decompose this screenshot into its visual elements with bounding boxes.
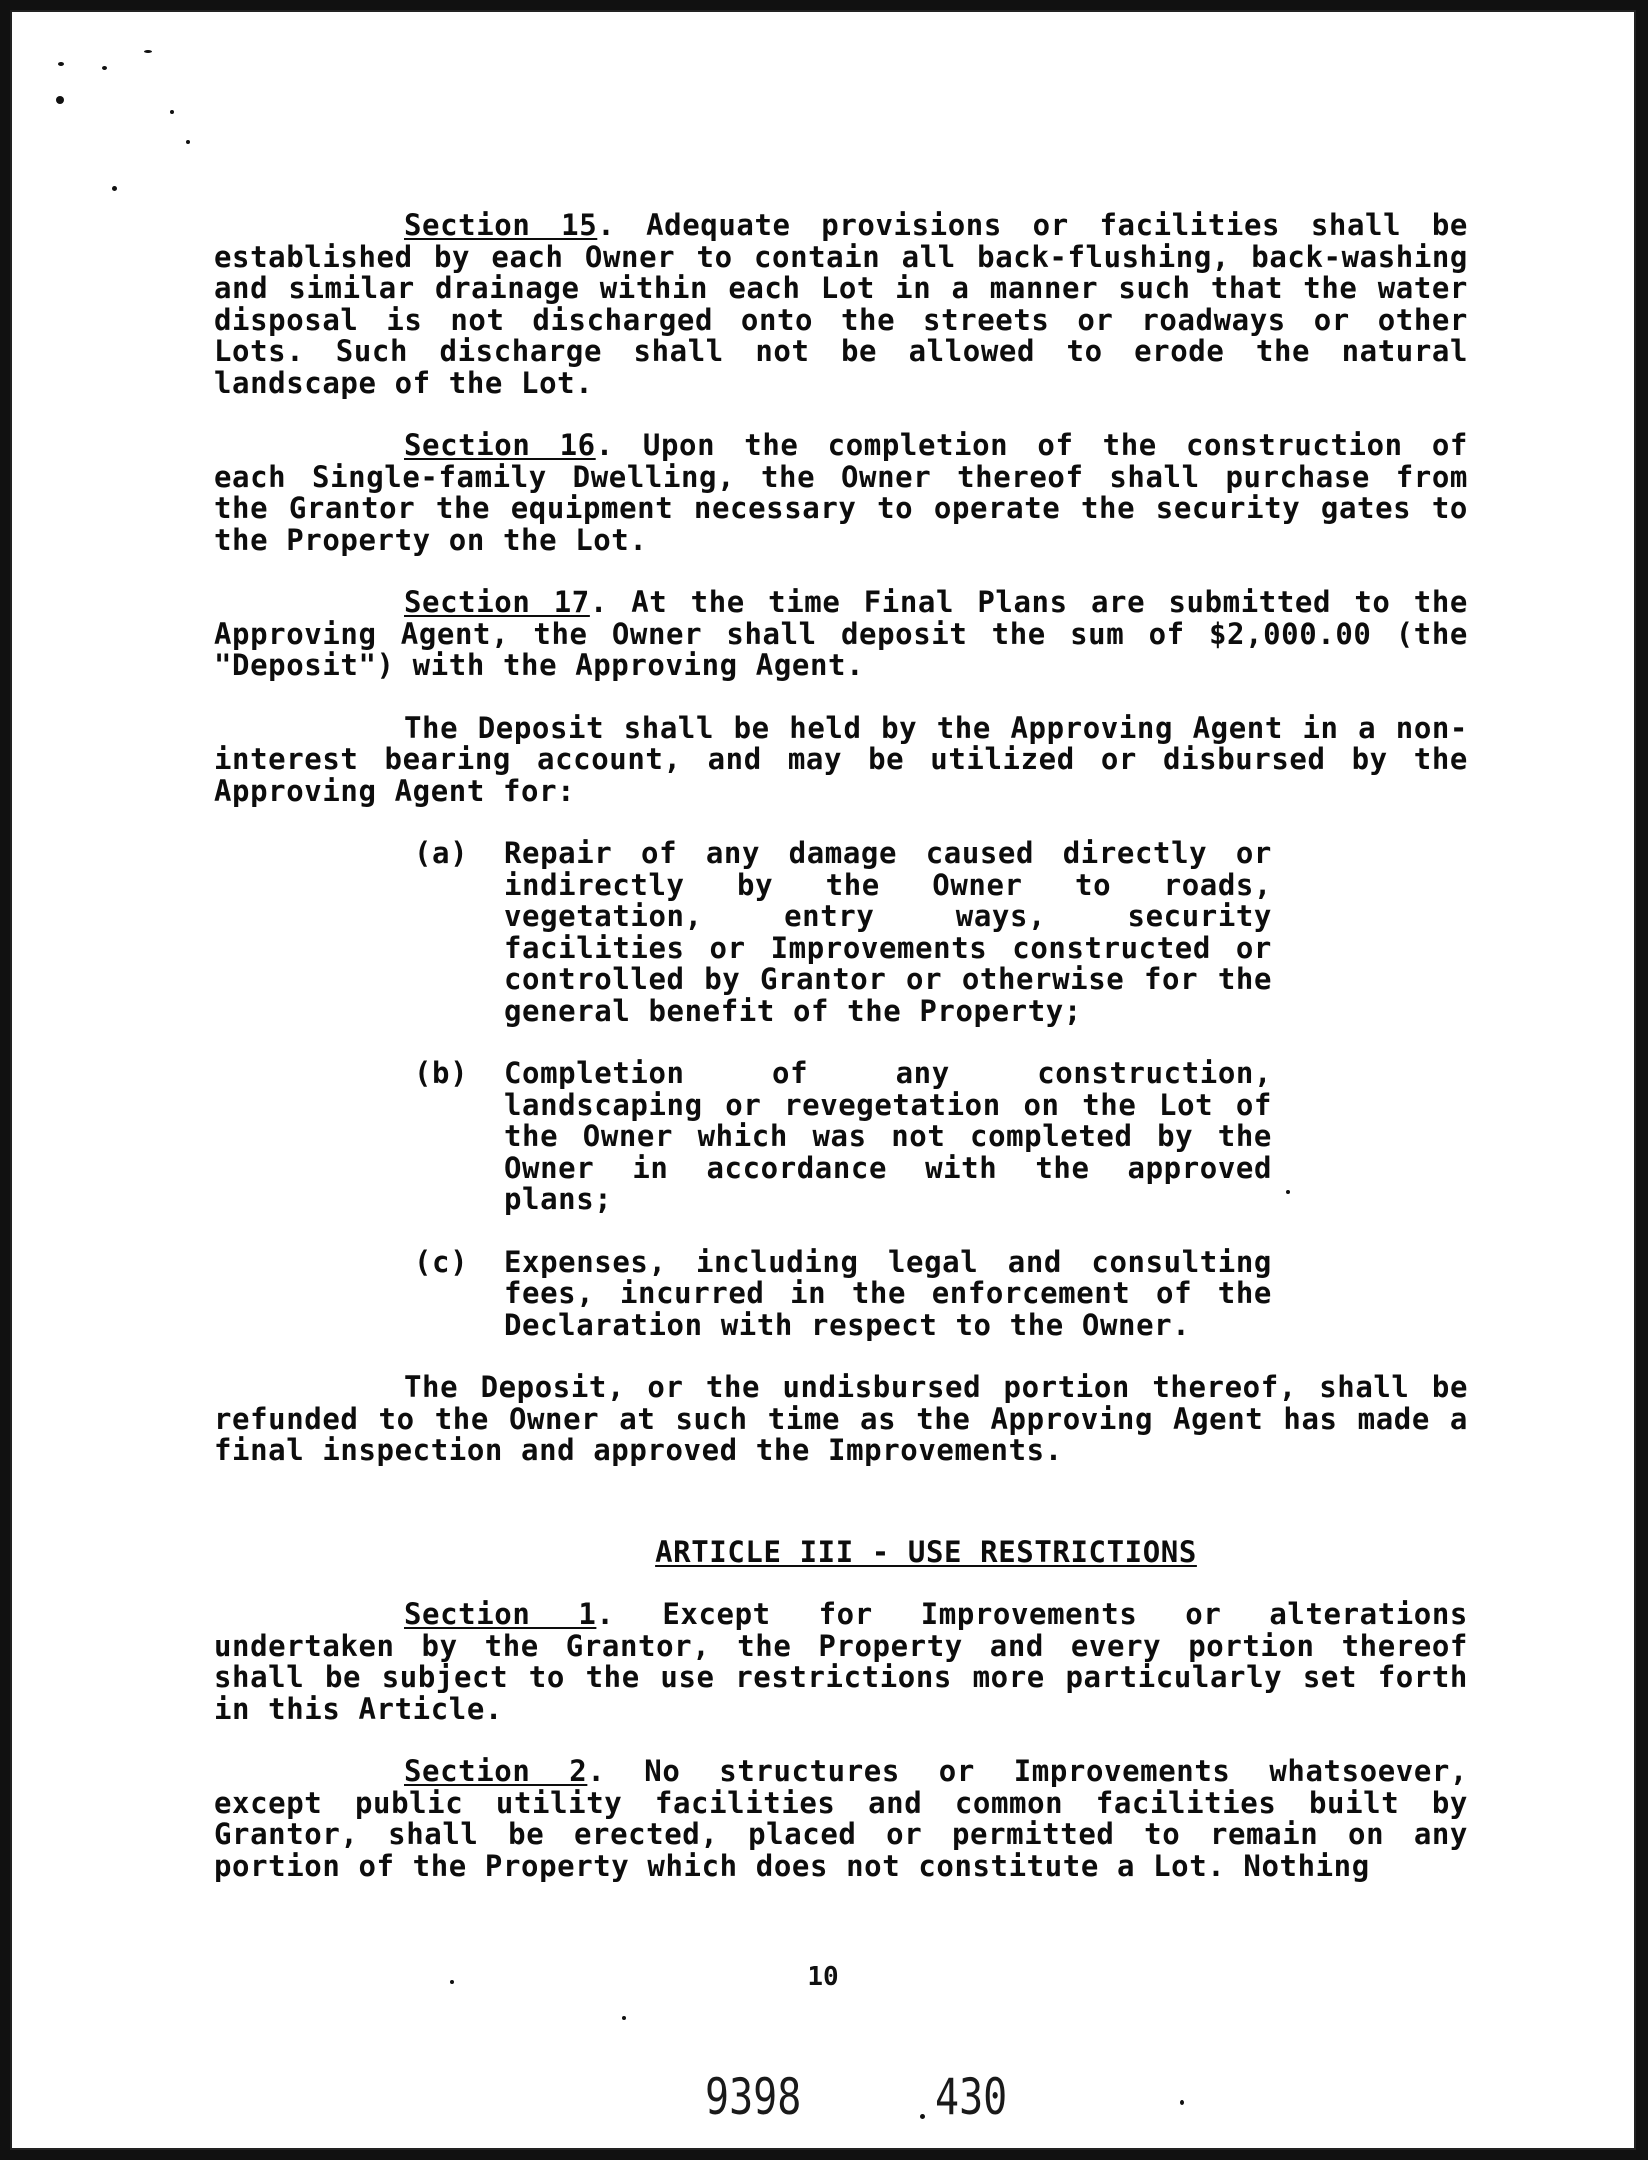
- scan-speck: [102, 66, 107, 70]
- list-item: [214, 1244, 1468, 1342]
- scan-speck: [170, 110, 174, 114]
- article-section-2-text: . No structures or Improvements whatsoever, except public utility facilities and common facilities built by Grantor, shall be erected, placed or permitted to remain on any portion of the Property which does not constitute a Lot. Nothing: [214, 1754, 1468, 1883]
- section-15-text: . Adequate provisions or facilities shall be established by each Owner to contain all back-flushing, back-washing and similar drainage within each Lot in a manner such that the water disposal is not discharged onto the streets or roadways or other Lots. Such discharge shall not be allowed to erode the natural landscape of the Lot.: [214, 208, 1468, 400]
- section-16-text: . Upon the completion of the construction of each Single-family Dwelling, the Owner thereof shall purchase from the Grantor the equipment necessary to operate the security gates to the Property on the Lot.: [214, 428, 1468, 557]
- page-stamp: 430: [935, 2068, 1008, 2126]
- document-body: [214, 210, 1468, 1913]
- deposit-uses-list: [214, 838, 1468, 1341]
- list-item-text: Expenses, including legal and consulting fees, incurred in the enforcement of the Declaration with respect to the Owner.: [504, 1244, 1272, 1342]
- scan-speck: [144, 50, 152, 53]
- scan-speck: [1180, 2100, 1184, 2105]
- list-item-label: (c): [414, 1244, 469, 1279]
- scan-speck: [1286, 1190, 1290, 1194]
- article-section-1-label: Section 1: [404, 1597, 597, 1631]
- section-16-label: Section 16: [404, 428, 596, 462]
- list-item: [214, 838, 1468, 1027]
- list-item: [214, 1058, 1468, 1216]
- article-section-2-label: Section 2: [404, 1754, 588, 1788]
- scan-speck: [622, 2016, 626, 2020]
- list-item-label: (a): [414, 836, 469, 870]
- scan-speck: [450, 1980, 454, 1984]
- section-15-paragraph: [214, 210, 1468, 399]
- section-17-text: . At the time Final Plans are submitted to the Approving Agent, the Owner shall deposit the sum of $2,000.00 (the "Deposit") with the Approving Agent.: [214, 585, 1468, 682]
- scan-speck: [58, 62, 64, 66]
- article-section-1-paragraph: [214, 1599, 1468, 1725]
- list-item-label: (b): [414, 1056, 469, 1090]
- section-17-paragraph: [214, 587, 1468, 682]
- section-15-label: Section 15: [404, 208, 598, 242]
- scan-speck: [920, 2114, 925, 2119]
- list-item-text: Completion of any construction, landscaping or revegetation on the Lot of the Owner which was not completed by the Owner in accordance with the approved plans;: [504, 1056, 1272, 1216]
- article-section-2-paragraph: [214, 1756, 1468, 1882]
- section-16-paragraph: [214, 430, 1468, 556]
- deposit-refund-paragraph: The Deposit, or the undisbursed portion thereof, shall be refunded to the Owner at such time as the Approving Agent has made a final inspection and approved the Improvements.: [214, 1370, 1468, 1467]
- article-section-1-text: . Except for Improvements or alterations undertaken by the Grantor, the Property and every portion thereof shall be subject to the use restrictions more particularly set forth in this Article.: [214, 1597, 1468, 1726]
- list-item-text: Repair of any damage caused directly or indirectly by the Owner to roads, vegetation, entry ways, security facilities or Improvements constructed or controlled by Grantor or otherwise for the general benefit of the Property;: [504, 836, 1272, 1028]
- deposit-intro-paragraph: The Deposit shall be held by the Approving Agent in a non-interest bearing account, and may be utilized or disbursed by the Approving Agent for:: [214, 710, 1468, 808]
- article-heading: ARTICLE III - USE RESTRICTIONS: [655, 1534, 1197, 1569]
- document-page: [10, 10, 1636, 2150]
- scan-speck: [112, 186, 117, 191]
- book-stamp: 9398: [705, 2068, 802, 2126]
- scan-speck: [186, 140, 190, 144]
- page-number: 10: [807, 1962, 839, 1992]
- scan-speck: [56, 96, 64, 104]
- section-17-label: Section 17: [404, 585, 590, 619]
